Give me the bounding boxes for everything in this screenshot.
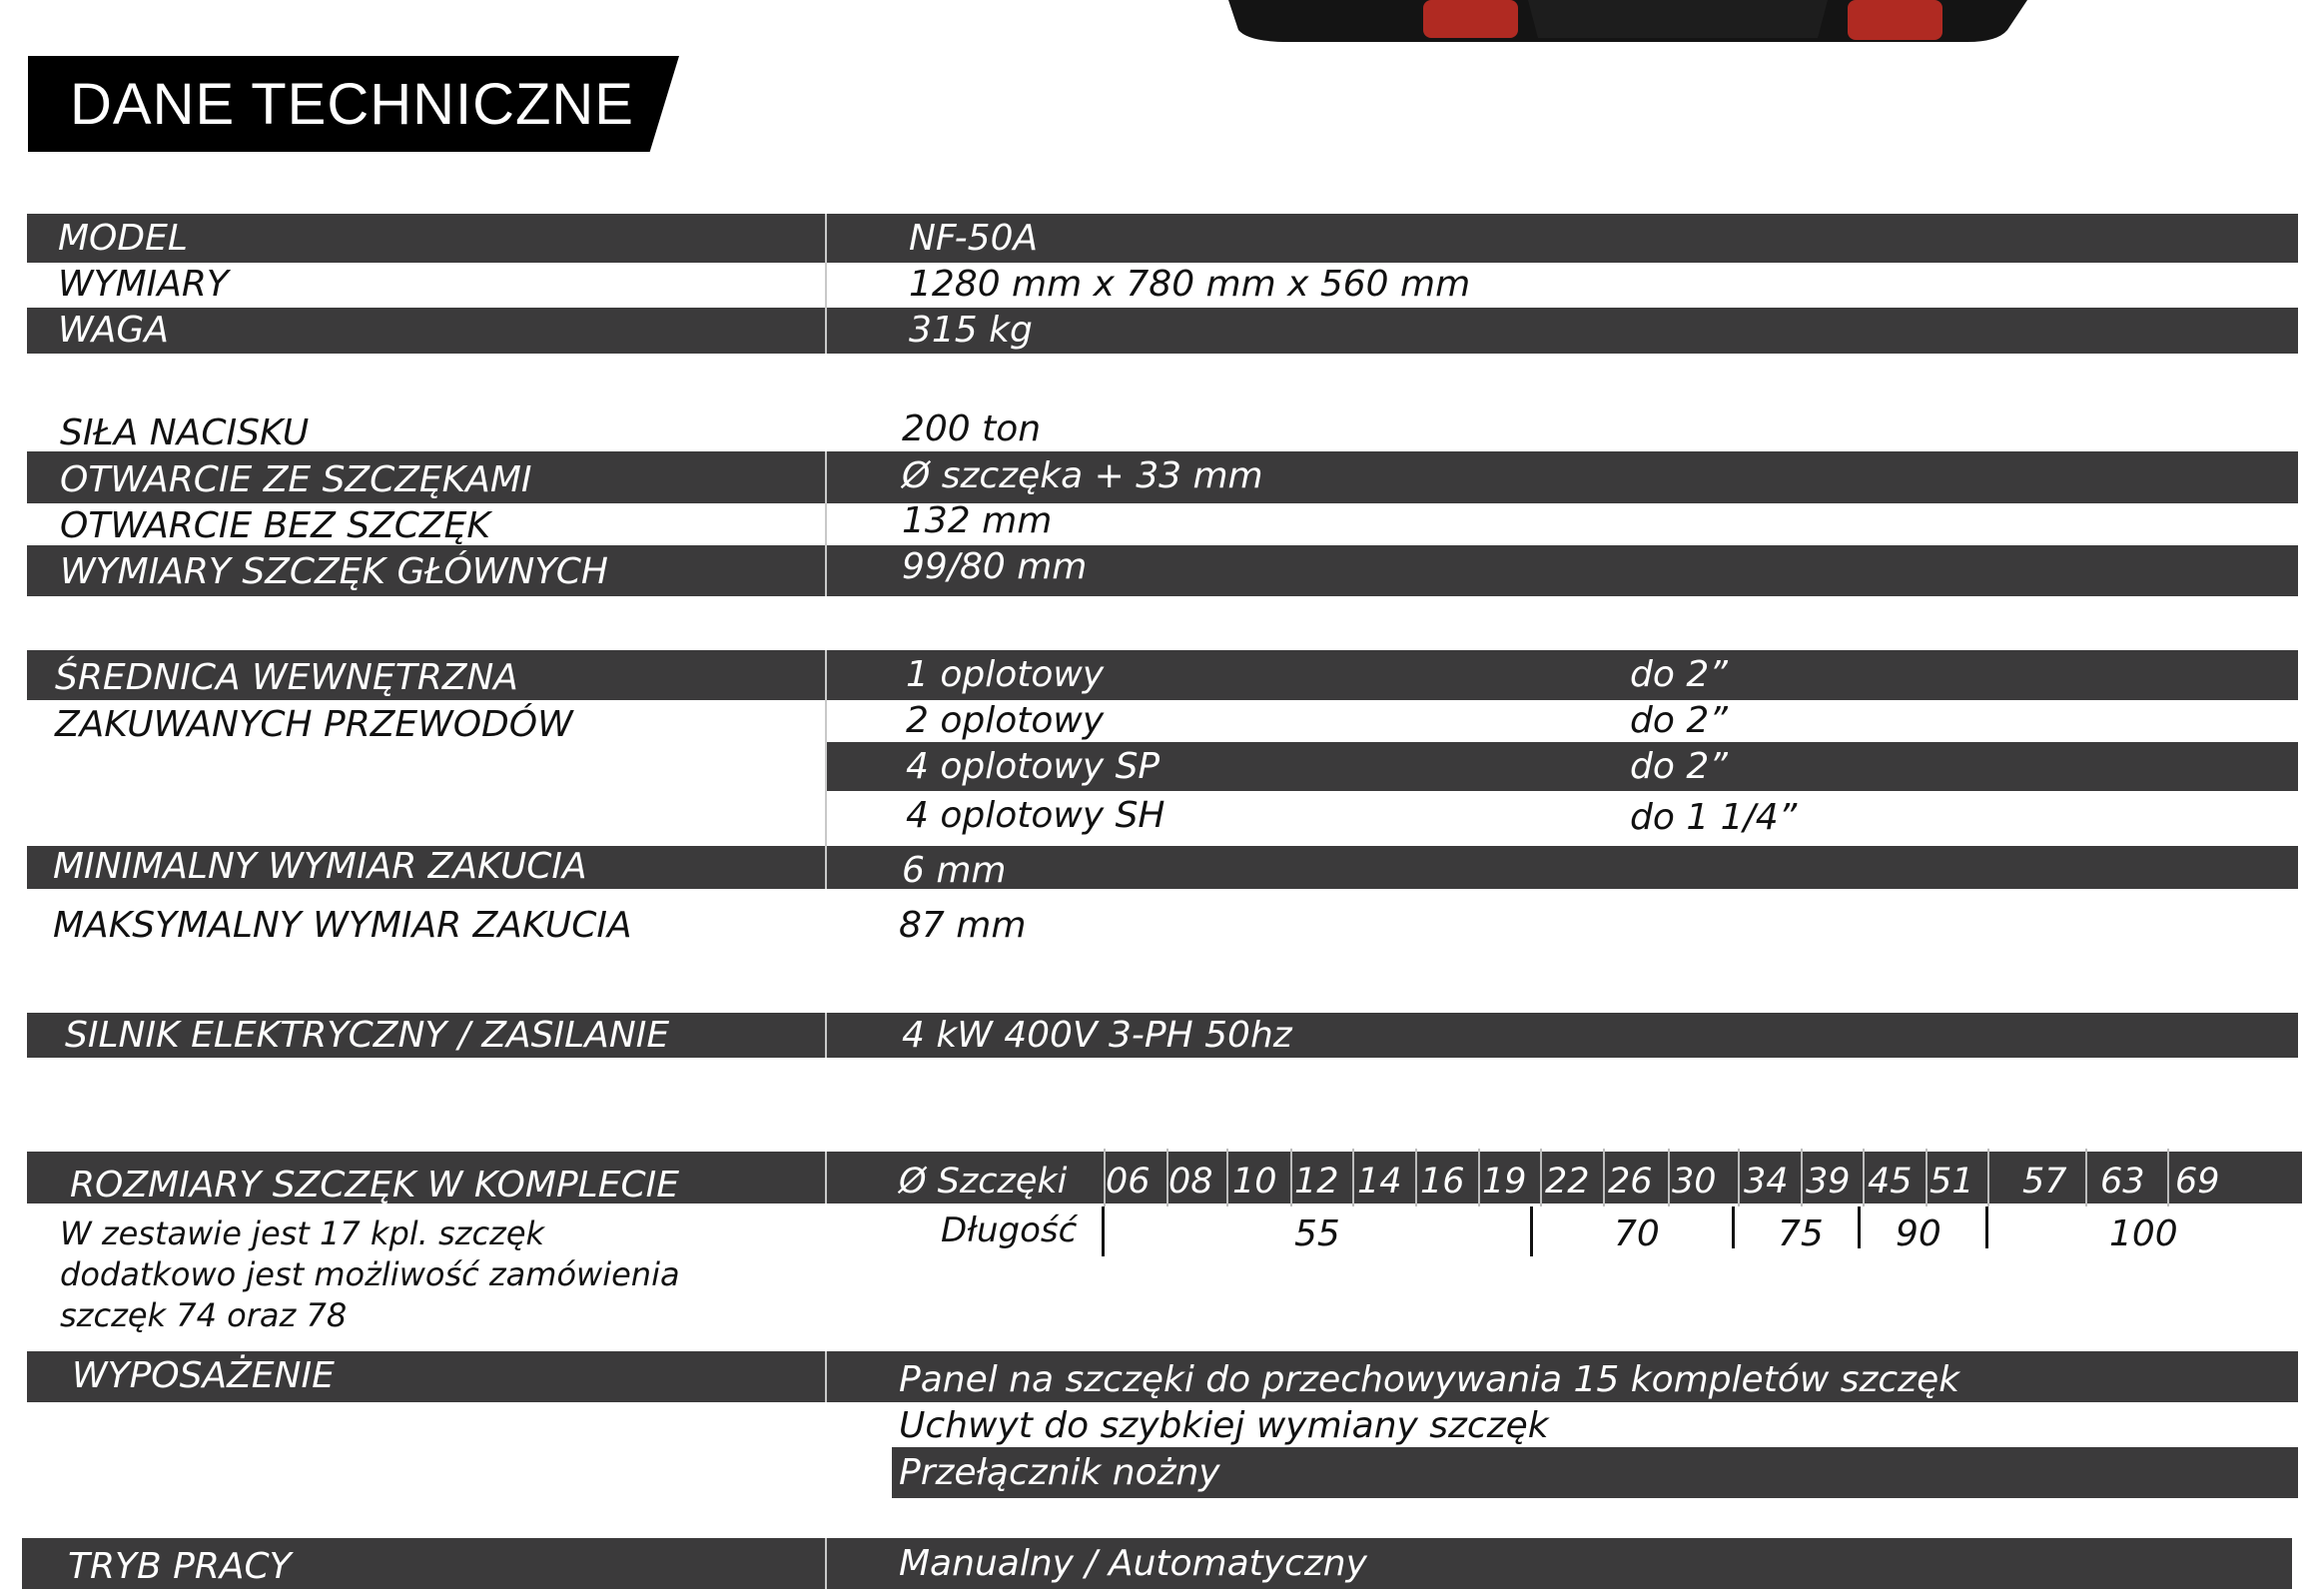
jaw-diameter: 45	[1868, 1162, 1913, 1201]
value-weight: 315 kg	[909, 310, 1033, 351]
column-divider	[825, 1152, 827, 1203]
value-main-jaws: 99/80 mm	[902, 546, 1088, 587]
column-divider	[825, 650, 827, 889]
value-motor: 4 kW 400V 3-PH 50hz	[902, 1015, 1292, 1056]
diameter-type: 4 oplotowy SH	[906, 795, 1165, 836]
column-divider	[825, 1538, 827, 1589]
jaw-separator	[1478, 1149, 1480, 1206]
value-min-crimp: 6 mm	[902, 850, 1007, 891]
label-main-jaws: WYMIARY SZCZĘK GŁÓWNYCH	[60, 551, 608, 592]
machine-photo	[1228, 0, 2027, 42]
label-model: MODEL	[58, 218, 188, 259]
jaw-length: 75	[1778, 1213, 1824, 1254]
value-opening-without: 132 mm	[902, 500, 1053, 541]
equipment-item: Panel na szczęki do przechowywania 15 kompletów szczęk	[899, 1359, 1960, 1400]
jaw-diameter: 63	[2100, 1162, 2145, 1201]
column-divider	[825, 214, 827, 354]
length-tick	[1530, 1206, 1533, 1256]
jaw-separator	[1415, 1149, 1417, 1206]
band-model	[27, 214, 2298, 263]
value-model: NF-50A	[909, 218, 1039, 259]
diameter-type: 2 oplotowy	[906, 700, 1105, 741]
jaw-diameter: 19	[1482, 1162, 1527, 1201]
value-dimensions: 1280 mm x 780 mm x 560 mm	[909, 264, 1471, 305]
jaw-note-line: W zestawie jest 17 kpl. szczęk	[60, 1214, 545, 1252]
label-mode: TRYB PRACY	[68, 1546, 292, 1587]
label-diameter-line2: ZAKUWANYCH PRZEWODÓW	[55, 704, 573, 745]
jaw-length: 90	[1896, 1213, 1941, 1254]
column-divider	[825, 1351, 827, 1402]
jaw-diameter: 10	[1232, 1162, 1277, 1201]
jaw-separator	[1926, 1149, 1928, 1206]
column-divider	[825, 451, 827, 596]
label-motor: SILNIK ELEKTRYCZNY / ZASILANIE	[65, 1015, 670, 1056]
jaw-diameter: 16	[1420, 1162, 1465, 1201]
jaw-note-line: dodatkowo jest możliwość zamówienia	[60, 1255, 680, 1293]
jaw-length: 70	[1614, 1213, 1660, 1254]
diameter-size: do 2”	[1630, 654, 1728, 695]
label-dimensions: WYMIARY	[58, 264, 229, 305]
label-diameter-line1: ŚREDNICA WEWNĘTRZNA	[55, 657, 518, 698]
jaw-separator	[1540, 1149, 1542, 1206]
diameter-size: do 2”	[1630, 746, 1728, 787]
length-tick	[1858, 1206, 1861, 1248]
value-opening-with: Ø szczęka + 33 mm	[902, 455, 1263, 496]
label-equipment: WYPOSAŻENIE	[72, 1355, 335, 1396]
jaw-separator	[1801, 1149, 1803, 1206]
length-tick	[1732, 1206, 1735, 1248]
jaw-diameter: 39	[1806, 1162, 1851, 1201]
diameter-size: do 1 1/4”	[1630, 797, 1798, 838]
jaw-note-line: szczęk 74 oraz 78	[60, 1296, 348, 1334]
jaw-diameter: 34	[1744, 1162, 1789, 1201]
jaw-length: 100	[2109, 1213, 2178, 1254]
jaw-separator	[1668, 1149, 1670, 1206]
label-opening-with: OTWARCIE ZE SZCZĘKAMI	[60, 459, 532, 500]
diameter-size: do 2”	[1630, 700, 1728, 741]
jaw-diameter: 30	[1672, 1162, 1717, 1201]
length-tick	[1102, 1206, 1105, 1256]
jaw-separator	[1738, 1149, 1740, 1206]
jaw-separator	[1603, 1149, 1605, 1206]
jaw-diameter-label: Ø Szczęki	[899, 1162, 1068, 1201]
label-weight: WAGA	[58, 310, 169, 351]
label-min-crimp: MINIMALNY WYMIAR ZAKUCIA	[53, 846, 587, 887]
jaw-diameter: 57	[2022, 1162, 2067, 1201]
label-opening-without: OTWARCIE BEZ SZCZĘK	[60, 505, 490, 546]
jaw-separator	[1987, 1149, 1989, 1206]
jaw-length-label: Długość	[941, 1210, 1078, 1250]
equipment-item: Przełącznik nożny	[899, 1452, 1220, 1493]
band-weight	[27, 308, 2298, 354]
value-force: 200 ton	[902, 408, 1042, 449]
equipment-item: Uchwyt do szybkiej wymiany szczęk	[899, 1405, 1549, 1446]
jaw-diameter: 22	[1545, 1162, 1590, 1201]
label-jaw-sizes: ROZMIARY SZCZĘK W KOMPLECIE	[70, 1165, 679, 1205]
label-max-crimp: MAKSYMALNY WYMIAR ZAKUCIA	[53, 905, 632, 946]
page-title: DANE TECHNICZNE	[70, 72, 634, 137]
jaw-separator	[2167, 1149, 2169, 1206]
jaw-diameter: 51	[1929, 1162, 1974, 1201]
jaw-diameter: 12	[1294, 1162, 1339, 1201]
jaw-separator	[2085, 1149, 2087, 1206]
jaw-separator	[1863, 1149, 1865, 1206]
jaw-diameter: 26	[1608, 1162, 1653, 1201]
value-mode: Manualny / Automatyczny	[899, 1543, 1367, 1584]
jaw-separator	[1226, 1149, 1228, 1206]
diameter-type: 4 oplotowy SP	[906, 746, 1160, 787]
length-tick	[1985, 1206, 1988, 1248]
jaw-diameter: 14	[1357, 1162, 1402, 1201]
label-force: SIŁA NACISKU	[60, 412, 310, 453]
jaw-length: 55	[1294, 1213, 1340, 1254]
jaw-separator	[1352, 1149, 1354, 1206]
jaw-diameter: 69	[2175, 1162, 2220, 1201]
jaw-diameter: 08	[1168, 1162, 1213, 1201]
jaw-separator	[1290, 1149, 1292, 1206]
diameter-type: 1 oplotowy	[906, 654, 1105, 695]
column-divider	[825, 1013, 827, 1058]
jaw-diameter: 06	[1106, 1162, 1151, 1201]
value-max-crimp: 87 mm	[899, 905, 1027, 946]
